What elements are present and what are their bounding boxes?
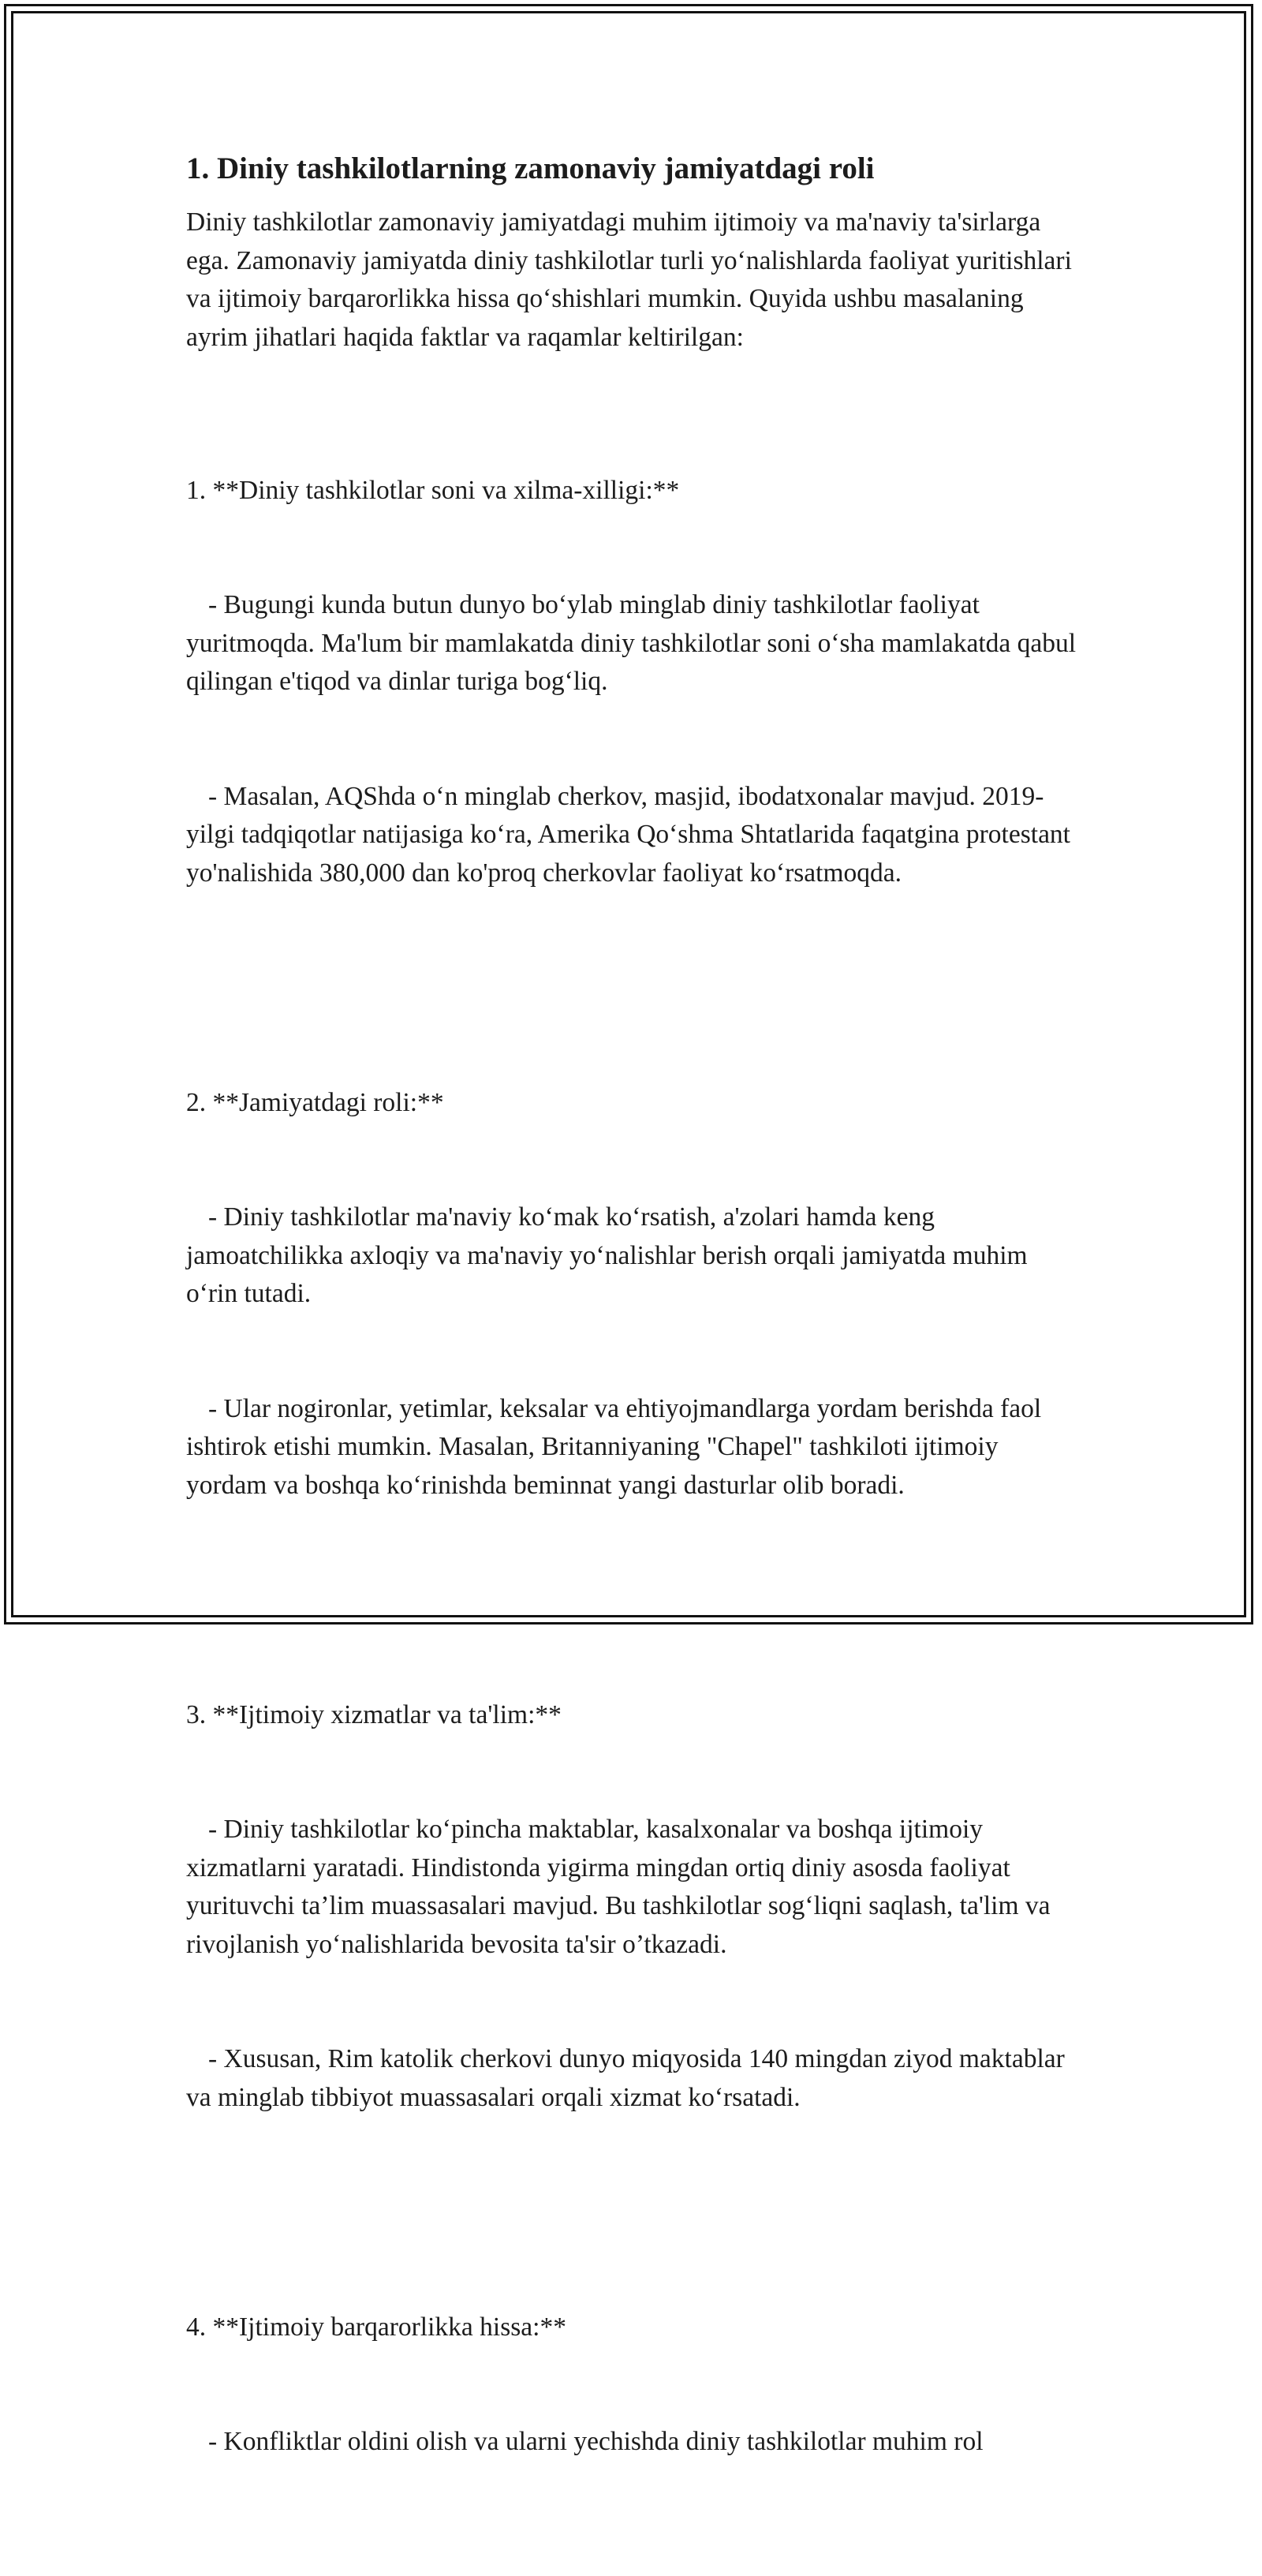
document-page	[186, 147, 1081, 2576]
section-heading: 3. **Ijtimoiy xizmatlar va ta'lim:**	[186, 1699, 562, 1729]
document-title: 1. Diniy tashkilotlarning zamonaviy jamiyatdagi roli	[186, 151, 875, 185]
bullet-item: - Diniy tashkilotlar ko‘pincha maktablar, kasalxonalar va boshqa ijtimoiy xizmatlarni yaratadi. Hindistonda yigirma mingdan ortiq diniy asosda faoliyat yurituvchi ta’lim muassasalari mavjud. Bu tashkilotlar sog‘liqni saqlash, ta'lim va rivojlanish yo‘nalishlarida bevosita ta'sir o’tkazadi.	[186, 1815, 1057, 1959]
bullet-item: - Diniy tashkilotlar ma'naviy ko‘mak ko‘rsatish, a'zolari hamda keng jamoatchilikka axloqiy va ma'naviy yo‘nalishlar berish orqali jamiyatda muhim o‘rin tutadi.	[186, 1202, 1034, 1308]
bullet-item: - Xususan, Rim katolik cherkovi dunyo miqyosida 140 mingdan ziyod maktablar va minglab tibbiyot muassasalari orqali xizmat ko‘rsatadi.	[186, 2044, 1072, 2112]
section-2	[186, 1008, 1081, 1582]
bullet-item: - Ular nogironlar, yetimlar, keksalar va ehtiyojmandlarga yordam berishda faol ishtirok etishi mumkin. Masalan, Britanniyaning "Chapel" tashkiloti ijtimoiy yordam va boshqa ko‘rinishda beminnat yangi dasturlar olib boradi.	[186, 1393, 1048, 1500]
intro-paragraph: Diniy tashkilotlar zamonaviy jamiyatdagi muhim ijtimoiy va ma'naviy ta'sirlarga ega. Zamonaviy jamiyatda diniy tashkilotlar turli yo‘nalishlarda faoliyat yuritishlari va ijtimoiy barqarorlikka hissa qo‘shishlari mumkin. Quyida ushbu masalaning ayrim jihatlari haqida faktlar va raqamlar keltirilgan:	[186, 208, 1079, 352]
bullet-item: - Masalan, AQShda o‘n minglab cherkov, masjid, ibodatxonalar mavjud. 2019-yilgi tadqiqotlar natijasiga ko‘ra, Amerika Qo‘shma Shtatlarida faqatgina protestant yo'nalishida 380,000 dan ko'proq cherkovlar faoliyat ko‘rsatmoqda.	[186, 781, 1077, 888]
bullet-item: - Konfliktlar oldini olish va ularni yechishda diniy tashkilotlar muhim rol	[208, 2427, 984, 2456]
section-1	[186, 395, 1081, 970]
section-4	[186, 2232, 1081, 2538]
section-heading: 4. **Ijtimoiy barqarorlikka hissa:**	[186, 2312, 566, 2342]
section-heading: 1. **Diniy tashkilotlar soni va xilma-xilligi:**	[186, 475, 680, 505]
section-heading: 2. **Jamiyatdagi roli:**	[186, 1087, 444, 1117]
section-3	[186, 1620, 1081, 2194]
bullet-item: - Bugungi kunda butun dunyo bo‘ylab minglab diniy tashkilotlar faoliyat yuritmoqda. Ma'lum bir mamlakatda diniy tashkilotlar soni o‘sha mamlakatda qabul qilingan e'tiqod va dinlar turiga bog‘liq.	[186, 590, 1083, 696]
